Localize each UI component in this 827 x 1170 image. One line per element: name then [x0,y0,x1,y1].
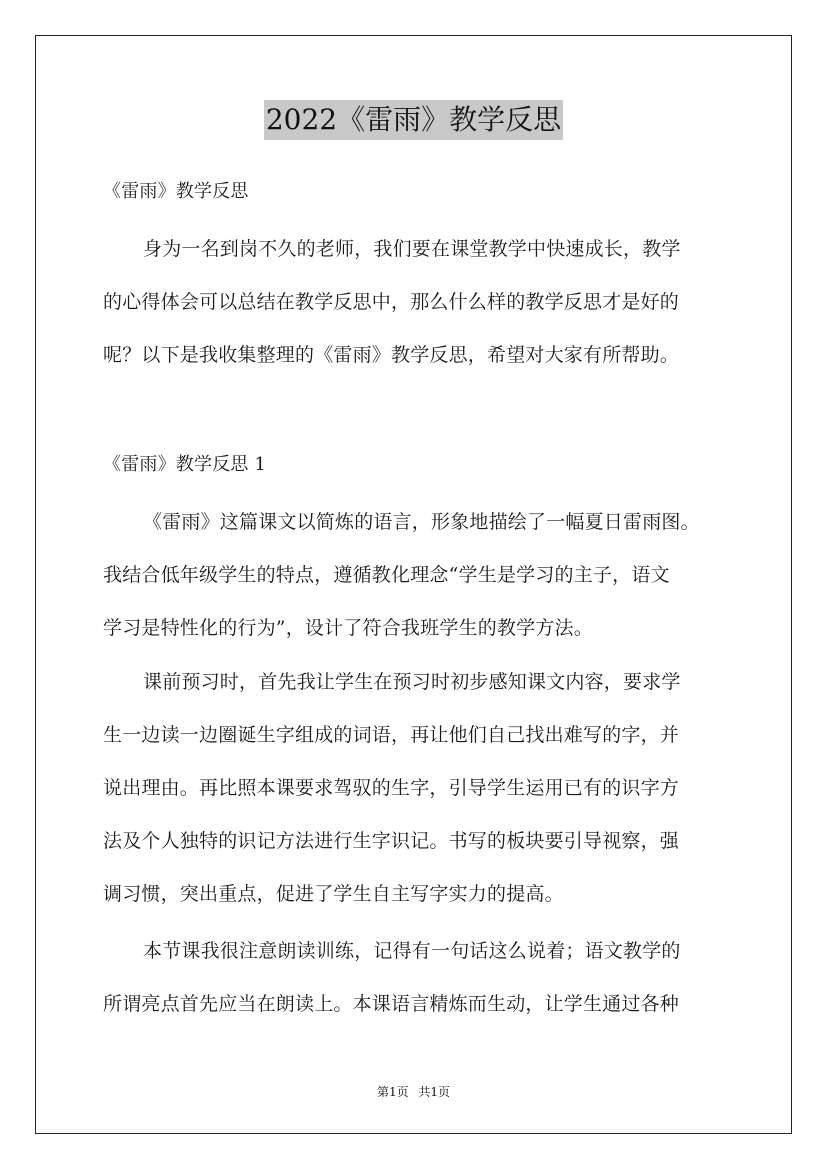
intro-heading: 《雷雨》教学反思 [103,181,249,202]
intro-line: 身为一名到岗不久的老师，我们要在课堂教学中快速成长，教学 [143,238,681,260]
paragraph-line: 所谓亮点首先应当在朗读上。本课语言精炼而生动，让学生通过各种 [103,993,680,1015]
intro-line: 的心得体会可以总结在教学反思中，那么什么样的教学反思才是好的 [103,291,680,313]
document-title: 2022《雷雨》教学反思 [264,100,563,140]
paragraph-line: 《雷雨》这篇课文以简炼的语言，形象地描绘了一幅夏日雷雨图。 [143,511,700,533]
page-total: 共1页 [418,1085,451,1099]
paragraph-line: 说出理由。再比照本课要求驾驭的生字，引导学生运用已有的识字方 [103,777,680,799]
section-heading: 《雷雨》教学反思 1 [103,454,267,475]
page-number: 第1页 [376,1085,409,1099]
paragraph-line: 生一边读一边圈诞生字组成的词语，再让他们自己找出难写的字，并 [103,724,680,746]
title-container [0,100,827,140]
paragraph-line: 本节课我很注意朗读训练，记得有一句话这么说着；语文教学的 [143,940,681,962]
paragraph-line: 课前预习时，首先我让学生在预习时初步感知课文内容，要求学 [143,671,681,693]
intro-line: 呢？以下是我收集整理的《雷雨》教学反思，希望对大家有所帮助。 [103,344,680,366]
paragraph-line: 法及个人独特的识记方法进行生字识记。书写的板块要引导视察，强 [103,830,680,852]
paragraph-line: 我结合低年级学生的特点，遵循教化理念“学生是学习的主子，语文 [103,564,670,586]
paragraph-line: 调习惯，突出重点，促进了学生自主写字实力的提高。 [103,883,564,905]
paragraph-line: 学习是特性化的行为”，设计了符合我班学生的教学方法。 [103,617,593,639]
page-footer [0,1083,827,1100]
